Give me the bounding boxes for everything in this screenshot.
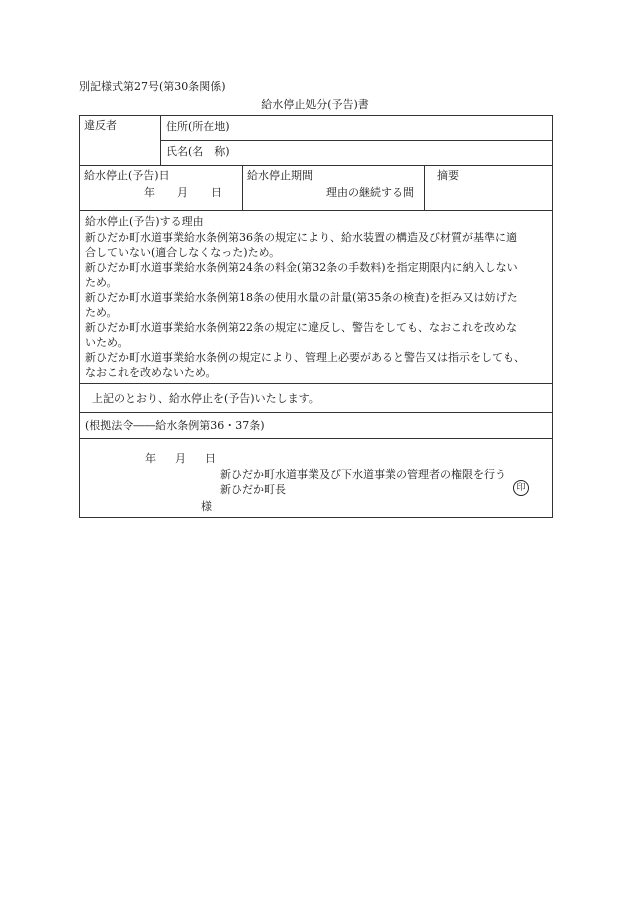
reason-line: 合していない(適合しなくなった)ため。 xyxy=(85,246,281,259)
reason-line: ため。 xyxy=(85,306,118,319)
issuer-mayor: 新ひだか町長 xyxy=(220,483,286,496)
reason-line: 新ひだか町水道事業給水条例第36条の規定により、給水装置の構造及び材質が基準に適 xyxy=(85,231,517,244)
reason-line: ため。 xyxy=(85,276,118,289)
form-title: 給水停止処分(予告)書 xyxy=(261,98,369,111)
stop-info-row xyxy=(80,166,553,211)
stop-date-day: 日 xyxy=(211,186,222,199)
reasons-cell xyxy=(80,211,553,384)
signature-cell xyxy=(80,439,553,518)
legal-basis-text: (根拠法令――給水条例第36・37条) xyxy=(80,413,553,439)
reason-line: 新ひだか町水道事業給水条例第18条の使用水量の計量(第35条の検査)を拒み又は妨げた xyxy=(85,291,518,304)
notice-form-table xyxy=(79,115,553,518)
seal-mark: 印 xyxy=(513,480,529,496)
violator-label: 違反者 xyxy=(80,116,161,166)
address-field: 住所(所在地) xyxy=(161,116,553,141)
reason-line: なおこれを改めないため。 xyxy=(85,366,217,379)
signature-date xyxy=(145,451,216,466)
remarks-cell xyxy=(425,166,552,210)
signature-year: 年 xyxy=(145,452,156,465)
form-number: 別記様式第27号(第30条関係) xyxy=(79,80,226,93)
stop-date-label: 給水停止(予告)日 xyxy=(84,169,170,182)
stop-date-month: 月 xyxy=(177,186,188,199)
reason-line: いため。 xyxy=(85,336,129,349)
stop-period-value: 理由の継続する間 xyxy=(326,186,414,199)
recipient-honorific: 様 xyxy=(201,500,212,513)
stop-period-label: 給水停止期間 xyxy=(247,169,313,182)
signature-month: 月 xyxy=(175,452,186,465)
issuer-authority: 新ひだか町水道事業及び下水道事業の管理者の権限を行う xyxy=(220,468,506,481)
signature-day: 日 xyxy=(205,452,216,465)
stop-date-year: 年 xyxy=(144,186,155,199)
stop-date-cell xyxy=(80,166,243,210)
reason-line: 新ひだか町水道事業給水条例第22条の規定に違反し、警告をしても、なおこれを改めな xyxy=(85,321,517,334)
remarks-label: 摘要 xyxy=(437,169,459,182)
reason-line: 新ひだか町水道事業給水条例第24条の料金(第32条の手数料)を指定期限内に納入しない xyxy=(85,261,518,274)
reason-line: 新ひだか町水道事業給水条例の規定により、管理上必要があると警告又は指示をしても、 xyxy=(85,351,525,364)
reasons-title: 給水停止(予告)する理由 xyxy=(85,215,204,228)
stop-period-cell xyxy=(243,166,425,210)
declaration-text: 上記のとおり、給水停止を(予告)いたします。 xyxy=(80,384,553,413)
stop-date-value xyxy=(84,185,238,200)
name-field: 氏名(名 称) xyxy=(161,141,553,166)
